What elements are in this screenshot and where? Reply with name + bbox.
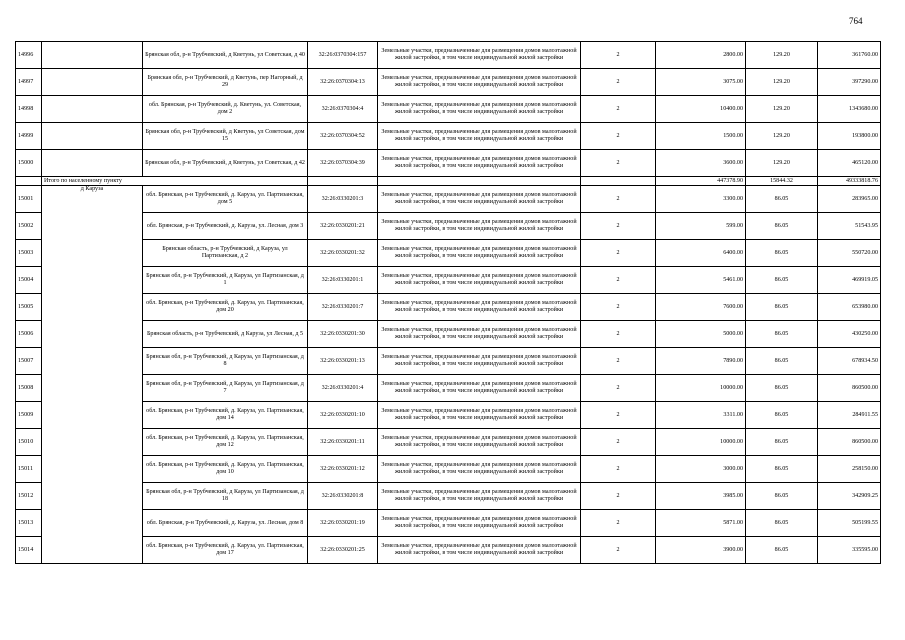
cadastral-number-cell: 32:26:0370304:52 [308, 123, 378, 150]
cadastral-number-cell: 32:26:0330201:11 [308, 429, 378, 456]
cadastral-number-cell: 32:26:0370304:39 [308, 150, 378, 177]
area-cell: 7600.00 [656, 294, 746, 321]
address-cell: обл. Брянская, р-н Трубчевский, д. Кветунь, ул. Советская, дом 2 [143, 96, 308, 123]
cadastral-value-cell: 430250.00 [818, 321, 881, 348]
land-use-cell: Земельные участки, предназначенные для размещения домов малоэтажной жилой застройки, в том числе индивидуальной жилой застройки [378, 402, 581, 429]
cadastral-value-cell: 284911.55 [818, 402, 881, 429]
cadastral-number-cell: 32:26:0330201:10 [308, 402, 378, 429]
land-use-cell: Земельные участки, предназначенные для размещения домов малоэтажной жилой застройки, в том числе индивидуальной жилой застройки [378, 510, 581, 537]
rate-cell: 86.05 [746, 429, 818, 456]
locality-cell [42, 96, 143, 123]
group-cell: 2 [581, 510, 656, 537]
table-row [16, 483, 881, 510]
rate-cell: 86.05 [746, 321, 818, 348]
cadastral-number-cell: 32:26:0330201:32 [308, 240, 378, 267]
table-row [16, 96, 881, 123]
table-row [16, 240, 881, 267]
cadastral-number-cell: 32:26:0330201:12 [308, 456, 378, 483]
locality-cell [42, 150, 143, 177]
address-cell: обл. Брянская, р-н Трубчевский, д. Каруза, ул. Лесная, дом 8 [143, 510, 308, 537]
parcel-id: 14998 [16, 96, 42, 123]
cadastral-number-cell: 32:26:0330201:25 [308, 537, 378, 564]
table-row [16, 294, 881, 321]
group-cell: 2 [581, 240, 656, 267]
locality-name: д Каруза [42, 186, 143, 564]
table-row [16, 537, 881, 564]
rate-cell: 86.05 [746, 348, 818, 375]
rate-cell: 86.05 [746, 375, 818, 402]
area-cell: 3600.00 [656, 150, 746, 177]
land-use-cell: Земельные участки, предназначенные для размещения домов малоэтажной жилой застройки, в том числе индивидуальной жилой застройки [378, 321, 581, 348]
cadastral-value-cell: 335595.00 [818, 537, 881, 564]
rate-cell: 129.20 [746, 42, 818, 69]
group-cell: 2 [581, 294, 656, 321]
land-use-cell: Земельные участки, предназначенные для размещения домов малоэтажной жилой застройки, в том числе индивидуальной жилой застройки [378, 96, 581, 123]
group-cell: 2 [581, 267, 656, 294]
address-cell: Брянская обл, р-н Трубчевский, д Каруза, ул Партизанская, д 8 [143, 348, 308, 375]
cadastral-number-cell: 32:26:0330201:7 [308, 294, 378, 321]
cadastral-number-cell: 32:26:0330201:4 [308, 375, 378, 402]
land-use-cell: Земельные участки, предназначенные для размещения домов малоэтажной жилой застройки, в том числе индивидуальной жилой застройки [378, 537, 581, 564]
cadastral-value-cell: 193800.00 [818, 123, 881, 150]
parcel-id: 14996 [16, 42, 42, 69]
rate-cell: 129.20 [746, 69, 818, 96]
group-cell: 2 [581, 483, 656, 510]
locality-total-row [16, 177, 881, 186]
cadastral-value-cell: 397290.00 [818, 69, 881, 96]
land-use-cell: Земельные участки, предназначенные для размещения домов малоэтажной жилой застройки, в том числе индивидуальной жилой застройки [378, 456, 581, 483]
cadastral-number-cell: 32:26:0370304:4 [308, 96, 378, 123]
total-empty-cell [581, 177, 656, 186]
group-cell: 2 [581, 150, 656, 177]
rate-cell: 86.05 [746, 294, 818, 321]
area-cell: 10400.00 [656, 96, 746, 123]
rows-after-total [16, 186, 881, 564]
area-cell: 2800.00 [656, 42, 746, 69]
table-row [16, 375, 881, 402]
group-cell: 2 [581, 42, 656, 69]
locality-cell [42, 123, 143, 150]
cadastral-value-cell: 550720.00 [818, 240, 881, 267]
parcel-id: 14999 [16, 123, 42, 150]
address-cell: Брянская область, р-н Трубчевский, д Каруза, ул Партизанская, д 2 [143, 240, 308, 267]
address-cell: Брянская обл, р-н Трубчевский, д Каруза, ул Партизанская, д 7 [143, 375, 308, 402]
area-cell: 3000.00 [656, 456, 746, 483]
rate-cell: 86.05 [746, 456, 818, 483]
address-cell: обл. Брянская, р-н Трубчевский, д. Каруза, ул. Партизанская, дом 14 [143, 402, 308, 429]
parcel-id: 15000 [16, 150, 42, 177]
group-cell: 2 [581, 348, 656, 375]
parcel-id: 15002 [16, 213, 42, 240]
parcel-id: 15013 [16, 510, 42, 537]
address-cell: Брянская обл, р-н Трубчевский, д Кветунь, ул Советская, д 40 [143, 42, 308, 69]
area-cell: 3311.00 [656, 402, 746, 429]
cadastral-number-cell: 32:26:0330201:21 [308, 213, 378, 240]
cadastral-number-cell: 32:26:0330201:19 [308, 510, 378, 537]
parcel-id: 15003 [16, 240, 42, 267]
land-use-cell: Земельные участки, предназначенные для размещения домов малоэтажной жилой застройки, в том числе индивидуальной жилой застройки [378, 429, 581, 456]
rate-cell: 86.05 [746, 213, 818, 240]
rate-cell: 86.05 [746, 267, 818, 294]
parcel-id: 15009 [16, 402, 42, 429]
area-cell: 5871.00 [656, 510, 746, 537]
land-use-cell: Земельные участки, предназначенные для размещения домов малоэтажной жилой застройки, в том числе индивидуальной жилой застройки [378, 213, 581, 240]
group-cell: 2 [581, 186, 656, 213]
parcel-id: 15014 [16, 537, 42, 564]
total-empty-cell [378, 177, 581, 186]
total-area: 447378.90 [656, 177, 746, 186]
group-cell: 2 [581, 375, 656, 402]
address-cell: Брянская обл, р-н Трубчевский, д Кветунь, ул Советская, д 42 [143, 150, 308, 177]
land-use-cell: Земельные участки, предназначенные для размещения домов малоэтажной жилой застройки, в том числе индивидуальной жилой застройки [378, 69, 581, 96]
parcel-id: 14997 [16, 69, 42, 96]
table-row [16, 510, 881, 537]
rows-before-total [16, 42, 881, 177]
table-row [16, 150, 881, 177]
cadastral-number-cell: 32:26:0370304:157 [308, 42, 378, 69]
cadastral-value-cell: 860500.00 [818, 375, 881, 402]
locality-cell [42, 69, 143, 96]
group-cell: 2 [581, 213, 656, 240]
address-cell: обл. Брянская, р-н Трубчевский, д. Каруза, ул. Лесная, дом 3 [143, 213, 308, 240]
parcel-id: 15011 [16, 456, 42, 483]
cadastral-value-cell: 1343680.00 [818, 96, 881, 123]
group-cell: 2 [581, 321, 656, 348]
area-cell: 10000.00 [656, 429, 746, 456]
cadastral-value-table [15, 41, 881, 564]
address-cell: Брянская обл, р-н Трубчевский, д Каруза, ул Партизанская, д 1 [143, 267, 308, 294]
parcel-id: 15006 [16, 321, 42, 348]
rate-cell: 86.05 [746, 483, 818, 510]
land-use-cell: Земельные участки, предназначенные для размещения домов малоэтажной жилой застройки, в том числе индивидуальной жилой застройки [378, 240, 581, 267]
cadastral-value-cell: 678934.50 [818, 348, 881, 375]
group-cell: 2 [581, 96, 656, 123]
parcel-id: 15005 [16, 294, 42, 321]
parcel-id: 15008 [16, 375, 42, 402]
address-cell: Брянская обл, р-н Трубчевский, д Кветунь, ул Советская, дом 15 [143, 123, 308, 150]
area-cell: 10000.00 [656, 375, 746, 402]
area-cell: 5000.00 [656, 321, 746, 348]
rate-cell: 86.05 [746, 186, 818, 213]
group-cell: 2 [581, 123, 656, 150]
group-cell: 2 [581, 456, 656, 483]
address-cell: обл. Брянская, р-н Трубчевский, д. Каруза, ул. Партизанская, дом 12 [143, 429, 308, 456]
parcel-id: 15004 [16, 267, 42, 294]
group-cell: 2 [581, 402, 656, 429]
cadastral-value-cell: 505199.55 [818, 510, 881, 537]
table-row [16, 123, 881, 150]
rate-cell: 86.05 [746, 402, 818, 429]
cadastral-value-cell: 342909.25 [818, 483, 881, 510]
area-cell: 6400.00 [656, 240, 746, 267]
cadastral-number-cell: 32:26:0330201:3 [308, 186, 378, 213]
area-cell: 3900.00 [656, 537, 746, 564]
table-row [16, 321, 881, 348]
area-cell: 3075.00 [656, 69, 746, 96]
group-cell: 2 [581, 69, 656, 96]
address-cell: Брянская обл, р-н Трубчевский, д Кветунь, пер Нагорный, д 29 [143, 69, 308, 96]
group-cell: 2 [581, 429, 656, 456]
table-row [16, 69, 881, 96]
table-row [16, 456, 881, 483]
rate-cell: 86.05 [746, 240, 818, 267]
land-use-cell: Земельные участки, предназначенные для размещения домов малоэтажной жилой застройки, в том числе индивидуальной жилой застройки [378, 42, 581, 69]
rate-cell: 86.05 [746, 537, 818, 564]
address-cell: обл. Брянская, р-н Трубчевский, д. Каруза, ул. Партизанская, дом 10 [143, 456, 308, 483]
cadastral-value-cell: 51543.95 [818, 213, 881, 240]
total-label: Итого по населенному пункту [42, 177, 308, 186]
cadastral-value-cell: 465120.00 [818, 150, 881, 177]
parcel-id: 15001 [16, 186, 42, 213]
rate-cell: 129.20 [746, 96, 818, 123]
land-use-cell: Земельные участки, предназначенные для размещения домов малоэтажной жилой застройки, в том числе индивидуальной жилой застройки [378, 375, 581, 402]
area-cell: 5461.00 [656, 267, 746, 294]
rate-cell: 86.05 [746, 510, 818, 537]
parcel-id: 15007 [16, 348, 42, 375]
cadastral-number-cell: 32:26:0330201:13 [308, 348, 378, 375]
locality-cell [42, 42, 143, 69]
area-cell: 1500.00 [656, 123, 746, 150]
total-empty-cell [308, 177, 378, 186]
area-cell: 7890.00 [656, 348, 746, 375]
total-id-cell [16, 177, 42, 186]
total-section [16, 177, 881, 186]
table-row [16, 42, 881, 69]
parcel-id: 15012 [16, 483, 42, 510]
group-cell: 2 [581, 537, 656, 564]
area-cell: 3985.00 [656, 483, 746, 510]
cadastral-number-cell: 32:26:0330201:8 [308, 483, 378, 510]
cadastral-number-cell: 32:26:0370304:13 [308, 69, 378, 96]
table-row [16, 267, 881, 294]
total-rate: 15844.32 [746, 177, 818, 186]
address-cell: обл. Брянская, р-н Трубчевский, д. Каруза, ул. Партизанская, дом 20 [143, 294, 308, 321]
cadastral-value-cell: 860500.00 [818, 429, 881, 456]
table-row [16, 429, 881, 456]
land-use-cell: Земельные участки, предназначенные для размещения домов малоэтажной жилой застройки, в том числе индивидуальной жилой застройки [378, 294, 581, 321]
table-row [16, 348, 881, 375]
cadastral-value-cell: 653980.00 [818, 294, 881, 321]
land-use-cell: Земельные участки, предназначенные для размещения домов малоэтажной жилой застройки, в том числе индивидуальной жилой застройки [378, 186, 581, 213]
address-cell: Брянская обл, р-н Трубчевский, д Каруза, ул Партизанская, д 18 [143, 483, 308, 510]
land-use-cell: Земельные участки, предназначенные для размещения домов малоэтажной жилой застройки, в том числе индивидуальной жилой застройки [378, 150, 581, 177]
address-cell: обл. Брянская, р-н Трубчевский, д. Каруза, ул. Партизанская, дом 17 [143, 537, 308, 564]
cadastral-number-cell: 32:26:0330201:30 [308, 321, 378, 348]
cadastral-value-cell: 469919.05 [818, 267, 881, 294]
land-use-cell: Земельные участки, предназначенные для размещения домов малоэтажной жилой застройки, в том числе индивидуальной жилой застройки [378, 348, 581, 375]
land-use-cell: Земельные участки, предназначенные для размещения домов малоэтажной жилой застройки, в том числе индивидуальной жилой застройки [378, 483, 581, 510]
parcel-id: 15010 [16, 429, 42, 456]
rate-cell: 129.20 [746, 150, 818, 177]
cadastral-number-cell: 32:26:0330201:1 [308, 267, 378, 294]
table-row [16, 402, 881, 429]
land-use-cell: Земельные участки, предназначенные для размещения домов малоэтажной жилой застройки, в том числе индивидуальной жилой застройки [378, 123, 581, 150]
cadastral-value-cell: 361760.00 [818, 42, 881, 69]
land-use-cell: Земельные участки, предназначенные для размещения домов малоэтажной жилой застройки, в том числе индивидуальной жилой застройки [378, 267, 581, 294]
table-row [16, 186, 881, 213]
cadastral-value-cell: 283965.00 [818, 186, 881, 213]
rate-cell: 129.20 [746, 123, 818, 150]
address-cell: обл. Брянская, р-н Трубчевский, д. Каруза, ул. Партизанская, дом 5 [143, 186, 308, 213]
total-value: 49333818.76 [818, 177, 881, 186]
page-number: 764 [849, 16, 863, 26]
address-cell: Брянская область, р-н Трубчевский, д Каруза, ул Лесная, д 5 [143, 321, 308, 348]
table-row [16, 213, 881, 240]
area-cell: 3300.00 [656, 186, 746, 213]
area-cell: 599.00 [656, 213, 746, 240]
cadastral-value-cell: 258150.00 [818, 456, 881, 483]
